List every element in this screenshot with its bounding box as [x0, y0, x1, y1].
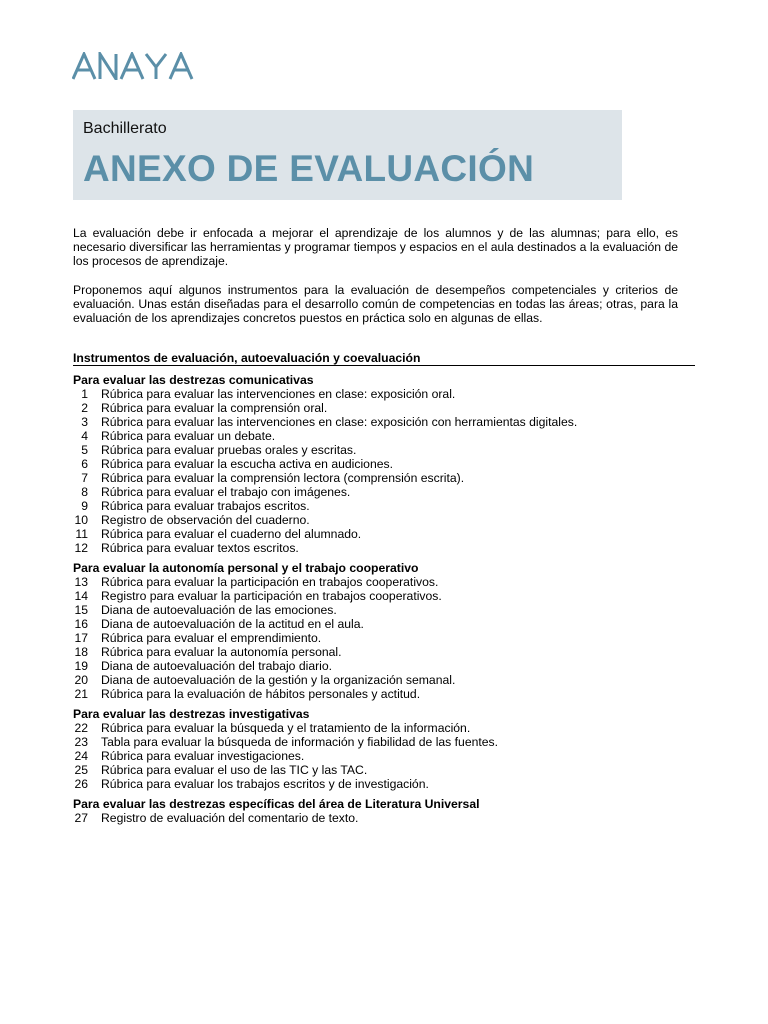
- list-item: [73, 735, 678, 749]
- instrument-group: [73, 797, 678, 825]
- item-number: 4: [81, 429, 88, 443]
- item-number: 7: [81, 471, 88, 485]
- item-number: 17: [74, 631, 88, 645]
- list-item: [73, 499, 678, 513]
- list-item: [73, 575, 678, 589]
- item-text: Rúbrica para evaluar las intervenciones en clase: exposición oral.: [101, 387, 456, 401]
- item-text: Diana de autoevaluación de la actitud en el aula.: [101, 617, 364, 631]
- header-box: [73, 110, 622, 200]
- item-text: Rúbrica para evaluar la búsqueda y el tratamiento de la información.: [101, 721, 471, 735]
- item-number: 8: [81, 485, 88, 499]
- list-item: [73, 541, 678, 555]
- item-number: 22: [74, 721, 88, 735]
- item-text: Diana de autoevaluación del trabajo diario.: [101, 659, 333, 673]
- item-number: 14: [74, 589, 88, 603]
- item-text: Rúbrica para evaluar el uso de las TIC y las TAC.: [101, 763, 368, 777]
- item-text: Diana de autoevaluación de las emociones.: [101, 603, 337, 617]
- item-number: 16: [74, 617, 88, 631]
- item-number: 21: [74, 687, 88, 701]
- list-item: [73, 429, 678, 443]
- list-item: [73, 631, 678, 645]
- item-number: 18: [74, 645, 88, 659]
- item-number: 2: [81, 401, 88, 415]
- item-text: Rúbrica para evaluar trabajos escritos.: [101, 499, 310, 513]
- item-number: 19: [74, 659, 88, 673]
- item-number: 27: [74, 811, 88, 825]
- item-number: 20: [74, 673, 88, 687]
- list-item: [73, 457, 678, 471]
- item-text: Rúbrica para evaluar la comprensión oral.: [101, 401, 328, 415]
- item-number: 6: [81, 457, 88, 471]
- item-text: Rúbrica para evaluar el emprendimiento.: [101, 631, 322, 645]
- list-item: [73, 443, 678, 457]
- item-text: Registro para evaluar la participación en trabajos cooperativos.: [101, 589, 442, 603]
- list-item: [73, 645, 678, 659]
- group-title: Para evaluar la autonomía personal y el trabajo cooperativo: [73, 561, 419, 575]
- instrument-list: [73, 387, 678, 555]
- item-number: 24: [74, 749, 88, 763]
- list-item: [73, 673, 678, 687]
- list-item: [73, 387, 678, 401]
- item-number: 26: [74, 777, 88, 791]
- item-text: Rúbrica para evaluar la participación en trabajos cooperativos.: [101, 575, 439, 589]
- list-item: [73, 485, 678, 499]
- item-number: 5: [81, 443, 88, 457]
- list-item: [73, 749, 678, 763]
- item-number: 23: [74, 735, 88, 749]
- list-item: [73, 617, 678, 631]
- item-number: 11: [75, 527, 88, 541]
- group-title: Para evaluar las destrezas específicas del área de Literatura Universal: [73, 797, 480, 811]
- item-number: 3: [81, 415, 88, 429]
- item-text: Rúbrica para evaluar la comprensión lectora (comprensión escrita).: [101, 471, 465, 485]
- list-item: [73, 527, 678, 541]
- list-item: [73, 513, 678, 527]
- item-number: 1: [81, 387, 88, 401]
- list-item: [73, 659, 678, 673]
- instrument-group: [73, 707, 678, 791]
- anaya-logo: [72, 52, 194, 80]
- item-text: Registro de observación del cuaderno.: [101, 513, 310, 527]
- item-text: Rúbrica para evaluar el trabajo con imágenes.: [101, 485, 351, 499]
- instrument-list: [73, 721, 678, 791]
- list-item: [73, 777, 678, 791]
- intro-paragraph-2: Proponemos aquí algunos instrumentos para la evaluación de desempeños competenciales y criterios de evaluación. Unas están diseñadas para el desarrollo común de competencias en todas las áreas; otras, para la evaluación de los aprendizajes concretos puestos en práctica solo en algunas de ellas.: [73, 283, 678, 325]
- intro-paragraph-1: La evaluación debe ir enfocada a mejorar el aprendizaje de los alumnos y de las alumnas; para ello, es necesario diversificar las herramientas y programar tiempos y espacios en el aula destinados a la evaluación de los procesos de aprendizaje.: [73, 226, 678, 268]
- item-text: Rúbrica para evaluar los trabajos escritos y de investigación.: [101, 777, 429, 791]
- item-text: Rúbrica para evaluar la autonomía personal.: [101, 645, 342, 659]
- list-item: [73, 415, 678, 429]
- list-item: [73, 763, 678, 777]
- document-body: [73, 226, 678, 831]
- item-text: Diana de autoevaluación de la gestión y la organización semanal.: [101, 673, 456, 687]
- list-item: [73, 603, 678, 617]
- item-text: Rúbrica para evaluar el cuaderno del alumnado.: [101, 527, 362, 541]
- section-heading: Instrumentos de evaluación, autoevaluación y coevaluación: [73, 351, 695, 366]
- item-number: 10: [74, 513, 88, 527]
- item-text: Rúbrica para evaluar la escucha activa en audiciones.: [101, 457, 393, 471]
- item-text: Rúbrica para evaluar pruebas orales y escritas.: [101, 443, 357, 457]
- item-text: Rúbrica para evaluar un debate.: [101, 429, 276, 443]
- instrument-group: [73, 561, 678, 701]
- list-item: [73, 401, 678, 415]
- item-text: Registro de evaluación del comentario de texto.: [101, 811, 359, 825]
- item-text: Rúbrica para la evaluación de hábitos personales y actitud.: [101, 687, 421, 701]
- item-number: 9: [81, 499, 88, 513]
- list-item: [73, 687, 678, 701]
- group-title: Para evaluar las destrezas comunicativas: [73, 373, 314, 387]
- group-title: Para evaluar las destrezas investigativas: [73, 707, 310, 721]
- list-item: [73, 471, 678, 485]
- instrument-groups: [73, 373, 678, 825]
- anaya-logo-mark: [72, 52, 194, 80]
- item-number: 25: [74, 763, 88, 777]
- page-subtitle: Bachillerato: [83, 120, 167, 137]
- page-title: ANEXO DE EVALUACIÓN: [83, 148, 535, 189]
- list-item: [73, 589, 678, 603]
- item-number: 12: [74, 541, 88, 555]
- item-text: Rúbrica para evaluar investigaciones.: [101, 749, 305, 763]
- instrument-list: [73, 811, 678, 825]
- item-text: Tabla para evaluar la búsqueda de información y fiabilidad de las fuentes.: [101, 735, 499, 749]
- instrument-group: [73, 373, 678, 555]
- item-number: 13: [74, 575, 88, 589]
- item-number: 15: [74, 603, 88, 617]
- item-text: Rúbrica para evaluar las intervenciones en clase: exposición con herramientas digitales.: [101, 415, 578, 429]
- list-item: [73, 811, 678, 825]
- item-text: Rúbrica para evaluar textos escritos.: [101, 541, 299, 555]
- instrument-list: [73, 575, 678, 701]
- list-item: [73, 721, 678, 735]
